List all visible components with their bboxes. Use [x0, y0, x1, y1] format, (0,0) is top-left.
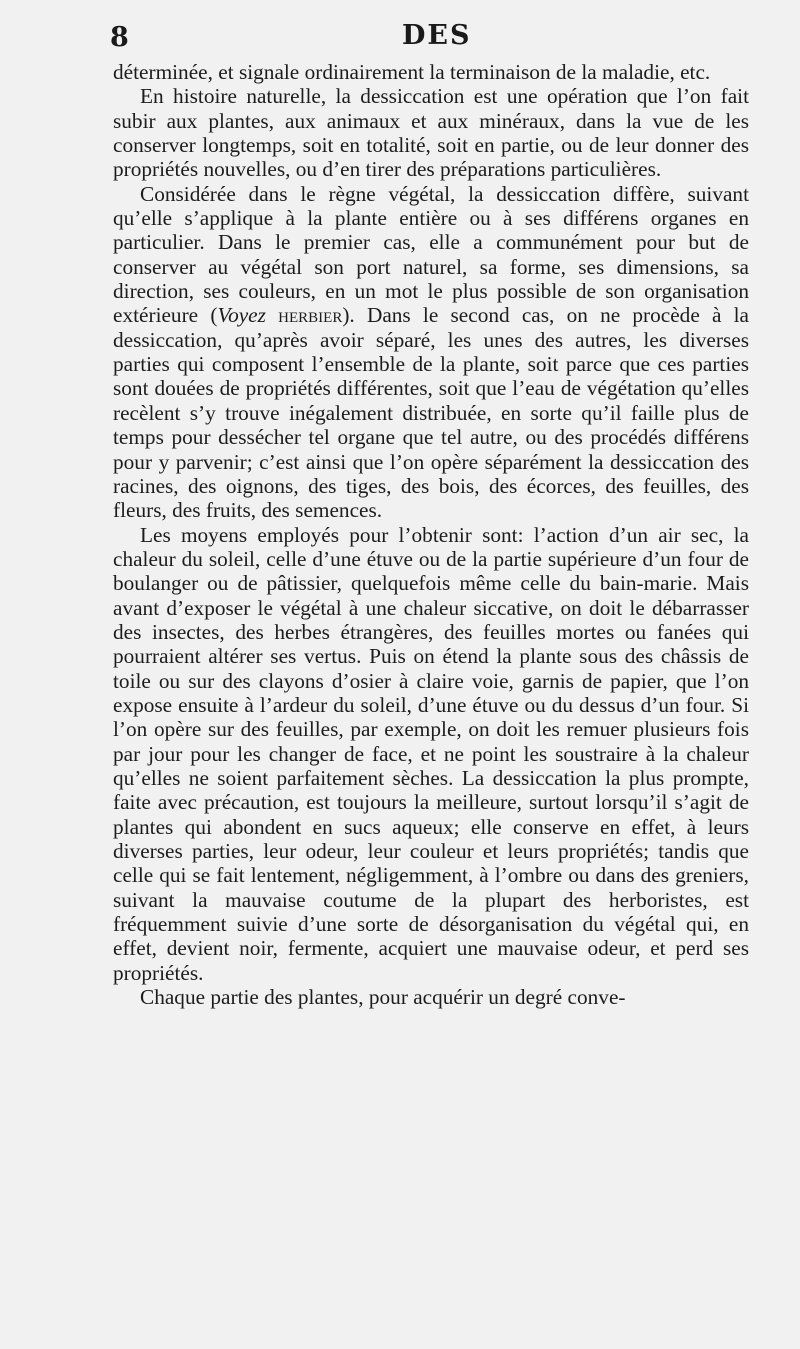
- paragraph-vegetal-kingdom: [113, 182, 749, 523]
- cross-reference-herbier: herbier: [278, 303, 343, 328]
- paragraph-continued: déterminée, et signale ordinairement la terminaison de la maladie, etc.: [113, 60, 711, 84]
- paragraph-methods: Les moyens employés pour l’obtenir sont: l’action d’un air sec, la chaleur du soleil, celle d’une étuve ou de la partie supérieure d’un four de boulanger ou de pâtissier, quelquefois même celle du bain-marie. Mais avant d’exposer le végétal à une chaleur siccative, on doit le débarrasser des insectes, des herbes étrangères, des feuilles mortes ou fanées qui pourraient altérer ses vertus. Puis on étend la plante sous des châssis de toile ou sur des clayons d’osier à claire voie, garnis de papier, que l’on expose ensuite à l’ardeur du soleil, d’une étuve ou du dessus d’un four. Si l’on opère sur des feuilles, par exemple, on doit les remuer plusieurs fois par jour pour les changer de face, et ne point les soustraire à la chaleur qu’elles ne soient parfaitement sèches. La dessiccation la plus prompte, faite avec précaution, est toujours la meilleure, surtout lorsqu’il s’agit de plantes qui abondent en sucs aqueux; elle conserve en effet, à leurs diverses parties, leur odeur, leur couleur et leurs propriétés; tandis que celle qui se fait lentement, négligemment, à l’ombre ou dans des greniers, suivant la mauvaise coutume de la plupart des herboristes, est fréquemment suivie d’une sorte de désorganisation du végétal qui, en effet, devient noir, fermente, acquiert une mauvaise odeur, et perd ses propriétés.: [113, 522, 749, 985]
- paragraph-vegetal-part-a: Considérée dans le règne végétal, la dessiccation diffère, suivant qu’elle s’applique à la plante entière ou à ses différens organes en particulier. Dans le premier cas, elle a communément pour but de conserver au végétal son port naturel, sa forme, ses dimensions, sa direction, ses couleurs, en un mot le plus possible de son organisation extérieure (: [113, 181, 749, 328]
- running-head: [110, 18, 750, 58]
- running-title: DES: [402, 20, 472, 51]
- paragraph-each-part: Chaque partie des plantes, pour acquérir un degré conve-: [140, 985, 626, 1010]
- body-text: [113, 60, 749, 1009]
- page-number: 8: [110, 22, 129, 53]
- paragraph-natural-history: En histoire naturelle, la dessiccation est une opération que l’on fait subir aux plantes, aux animaux et aux minéraux, dans la vue de les conserver longtemps, soit en totalité, soit en partie, ou de leur donner des propriétés nouvelles, ou d’en tirer des préparations particulières.: [113, 84, 749, 182]
- paragraph-vegetal-part-b: ). Dans le second cas, on ne procède à la dessiccation, qu’après avoir séparé, les unes des autres, les diverses parties qui composent l’ensemble de la plante, soit parce que ces parties sont douées de propriétés différentes, soit que l’eau de végétation qu’elles recèlent s’y trouve inégalement distribuée, en sorte qu’il faille plus de temps pour dessécher tel organe que tel autre, ou des procédés différens pour y parvenir; c’est ainsi que l’on opère séparément la dessiccation des racines, des oignons, des tiges, des bois, des écorces, des feuilles, des fleurs, des fruits, des semences.: [113, 303, 750, 523]
- cross-reference-voyez: Voyez: [217, 303, 266, 328]
